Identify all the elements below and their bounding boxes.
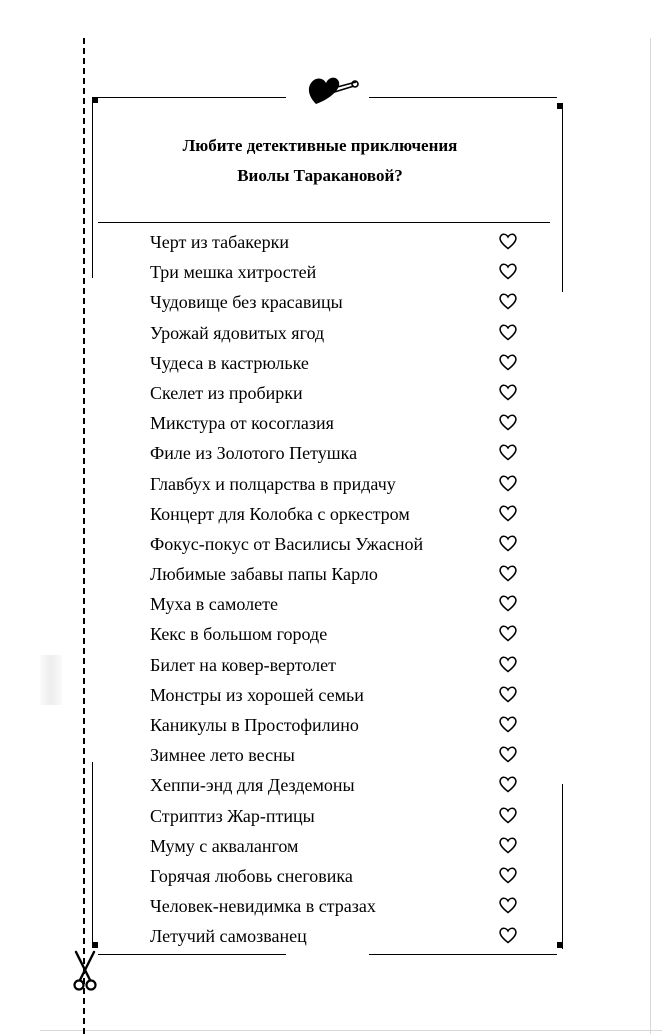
frame-bottom-right: [369, 954, 557, 955]
book-title: Фокус-покус от Василисы Ужасной: [150, 533, 424, 554]
book-title: Монстры из хорошей семьи: [150, 684, 364, 705]
book-title: Чудеса в кастрюльке: [150, 352, 309, 373]
frame-left-bottom: [92, 762, 93, 942]
heart-outline-icon: [498, 624, 518, 642]
book-title: Скелет из пробирки: [150, 382, 303, 403]
frame-bottom-left: [98, 954, 286, 955]
list-item: [150, 862, 530, 892]
book-title: Хеппи-энд для Дездемоны: [150, 775, 355, 796]
heart-outline-icon: [498, 323, 518, 341]
frame-right-bottom: [562, 784, 563, 949]
list-item: [150, 319, 530, 349]
list-item: [150, 771, 530, 801]
list-item: [150, 832, 530, 862]
heart-outline-icon: [498, 443, 518, 461]
page-title: [120, 131, 520, 191]
list-item: [150, 922, 530, 952]
title-line-1: Любите детективные приключения: [182, 136, 458, 155]
book-title: Каникулы в Простофилино: [150, 715, 359, 735]
divider: [98, 222, 550, 223]
book-title: Летучий самозванец: [150, 926, 307, 947]
list-item: [150, 228, 530, 258]
book-title: Филе из Золотого Петушка: [150, 443, 358, 464]
page-edge: [650, 38, 651, 1034]
frame-right-top: [562, 109, 563, 292]
heart-outline-icon: [498, 866, 518, 884]
heart-outline-icon: [498, 745, 518, 763]
book-title: Концерт для Колобка с оркестром: [150, 503, 410, 524]
scissors-icon: [70, 950, 100, 994]
heart-outline-icon: [498, 504, 518, 522]
heart-outline-icon: [498, 413, 518, 431]
list-item: [150, 590, 530, 620]
list-item: [150, 530, 530, 560]
list-item: [150, 560, 530, 590]
frame-corner: [92, 942, 98, 948]
list-item: [150, 802, 530, 832]
frame-left-top: [92, 103, 93, 278]
heart-outline-icon: [498, 715, 518, 733]
heart-outline-icon: [498, 594, 518, 612]
list-item: [150, 681, 530, 711]
heart-outline-icon: [498, 353, 518, 371]
list-item: [150, 711, 530, 741]
book-title: Муму с аквалангом: [150, 835, 299, 856]
frame-corner: [557, 942, 563, 948]
heart-outline-icon: [498, 806, 518, 824]
book-title: Чудовище без красавицы: [150, 292, 343, 313]
list-item: [150, 349, 530, 379]
heart-outline-icon: [498, 383, 518, 401]
heart-outline-icon: [498, 655, 518, 673]
list-item: [150, 470, 530, 500]
book-title: Любимые забавы папы Карло: [150, 564, 378, 585]
book-title: Черт из табакерки: [150, 232, 289, 252]
book-title: Зимнее лето весны: [150, 745, 295, 766]
heart-outline-icon: [498, 232, 518, 250]
heart-outline-icon: [498, 836, 518, 854]
heart-outline-icon: [498, 474, 518, 492]
list-item: [150, 409, 530, 439]
list-item: [150, 439, 530, 469]
frame-top-right: [369, 97, 557, 98]
book-title: Муха в самолете: [150, 594, 278, 615]
book-title: Урожай ядовитых ягод: [150, 322, 325, 343]
frame-top-left: [98, 97, 286, 98]
cut-line: [83, 38, 85, 1034]
heart-outline-icon: [498, 896, 518, 914]
book-title: Горячая любовь снеговика: [150, 865, 353, 886]
list-item: [150, 500, 530, 530]
title-line-2: Виолы Таракановой?: [237, 166, 403, 185]
page-edge: [40, 1030, 662, 1031]
scan-shadow: [40, 655, 62, 705]
list-item: [150, 741, 530, 771]
book-title: Стриптиз Жар-птицы: [150, 805, 315, 826]
list-item: [150, 258, 530, 288]
book-title: Микстура от косоглазия: [150, 413, 334, 434]
list-item: [150, 892, 530, 922]
heart-outline-icon: [498, 534, 518, 552]
heart-outline-icon: [498, 292, 518, 310]
book-title: Билет на ковер-вертолет: [150, 654, 337, 675]
heart-outline-icon: [498, 775, 518, 793]
heart-safety-pin-icon: [304, 70, 360, 108]
heart-outline-icon: [498, 564, 518, 582]
list-item: [150, 651, 530, 681]
heart-outline-icon: [498, 685, 518, 703]
list-item: [150, 620, 530, 650]
book-title: Человек-невидимка в стразах: [150, 896, 376, 917]
list-item: [150, 379, 530, 409]
book-title: Главбух и полцарства в придачу: [150, 473, 396, 494]
book-title: Кекс в большом городе: [150, 624, 328, 645]
heart-outline-icon: [498, 926, 518, 944]
heart-outline-icon: [498, 262, 518, 280]
book-list: [150, 228, 530, 953]
book-title: Три мешка хитростей: [150, 262, 317, 283]
list-item: [150, 288, 530, 318]
